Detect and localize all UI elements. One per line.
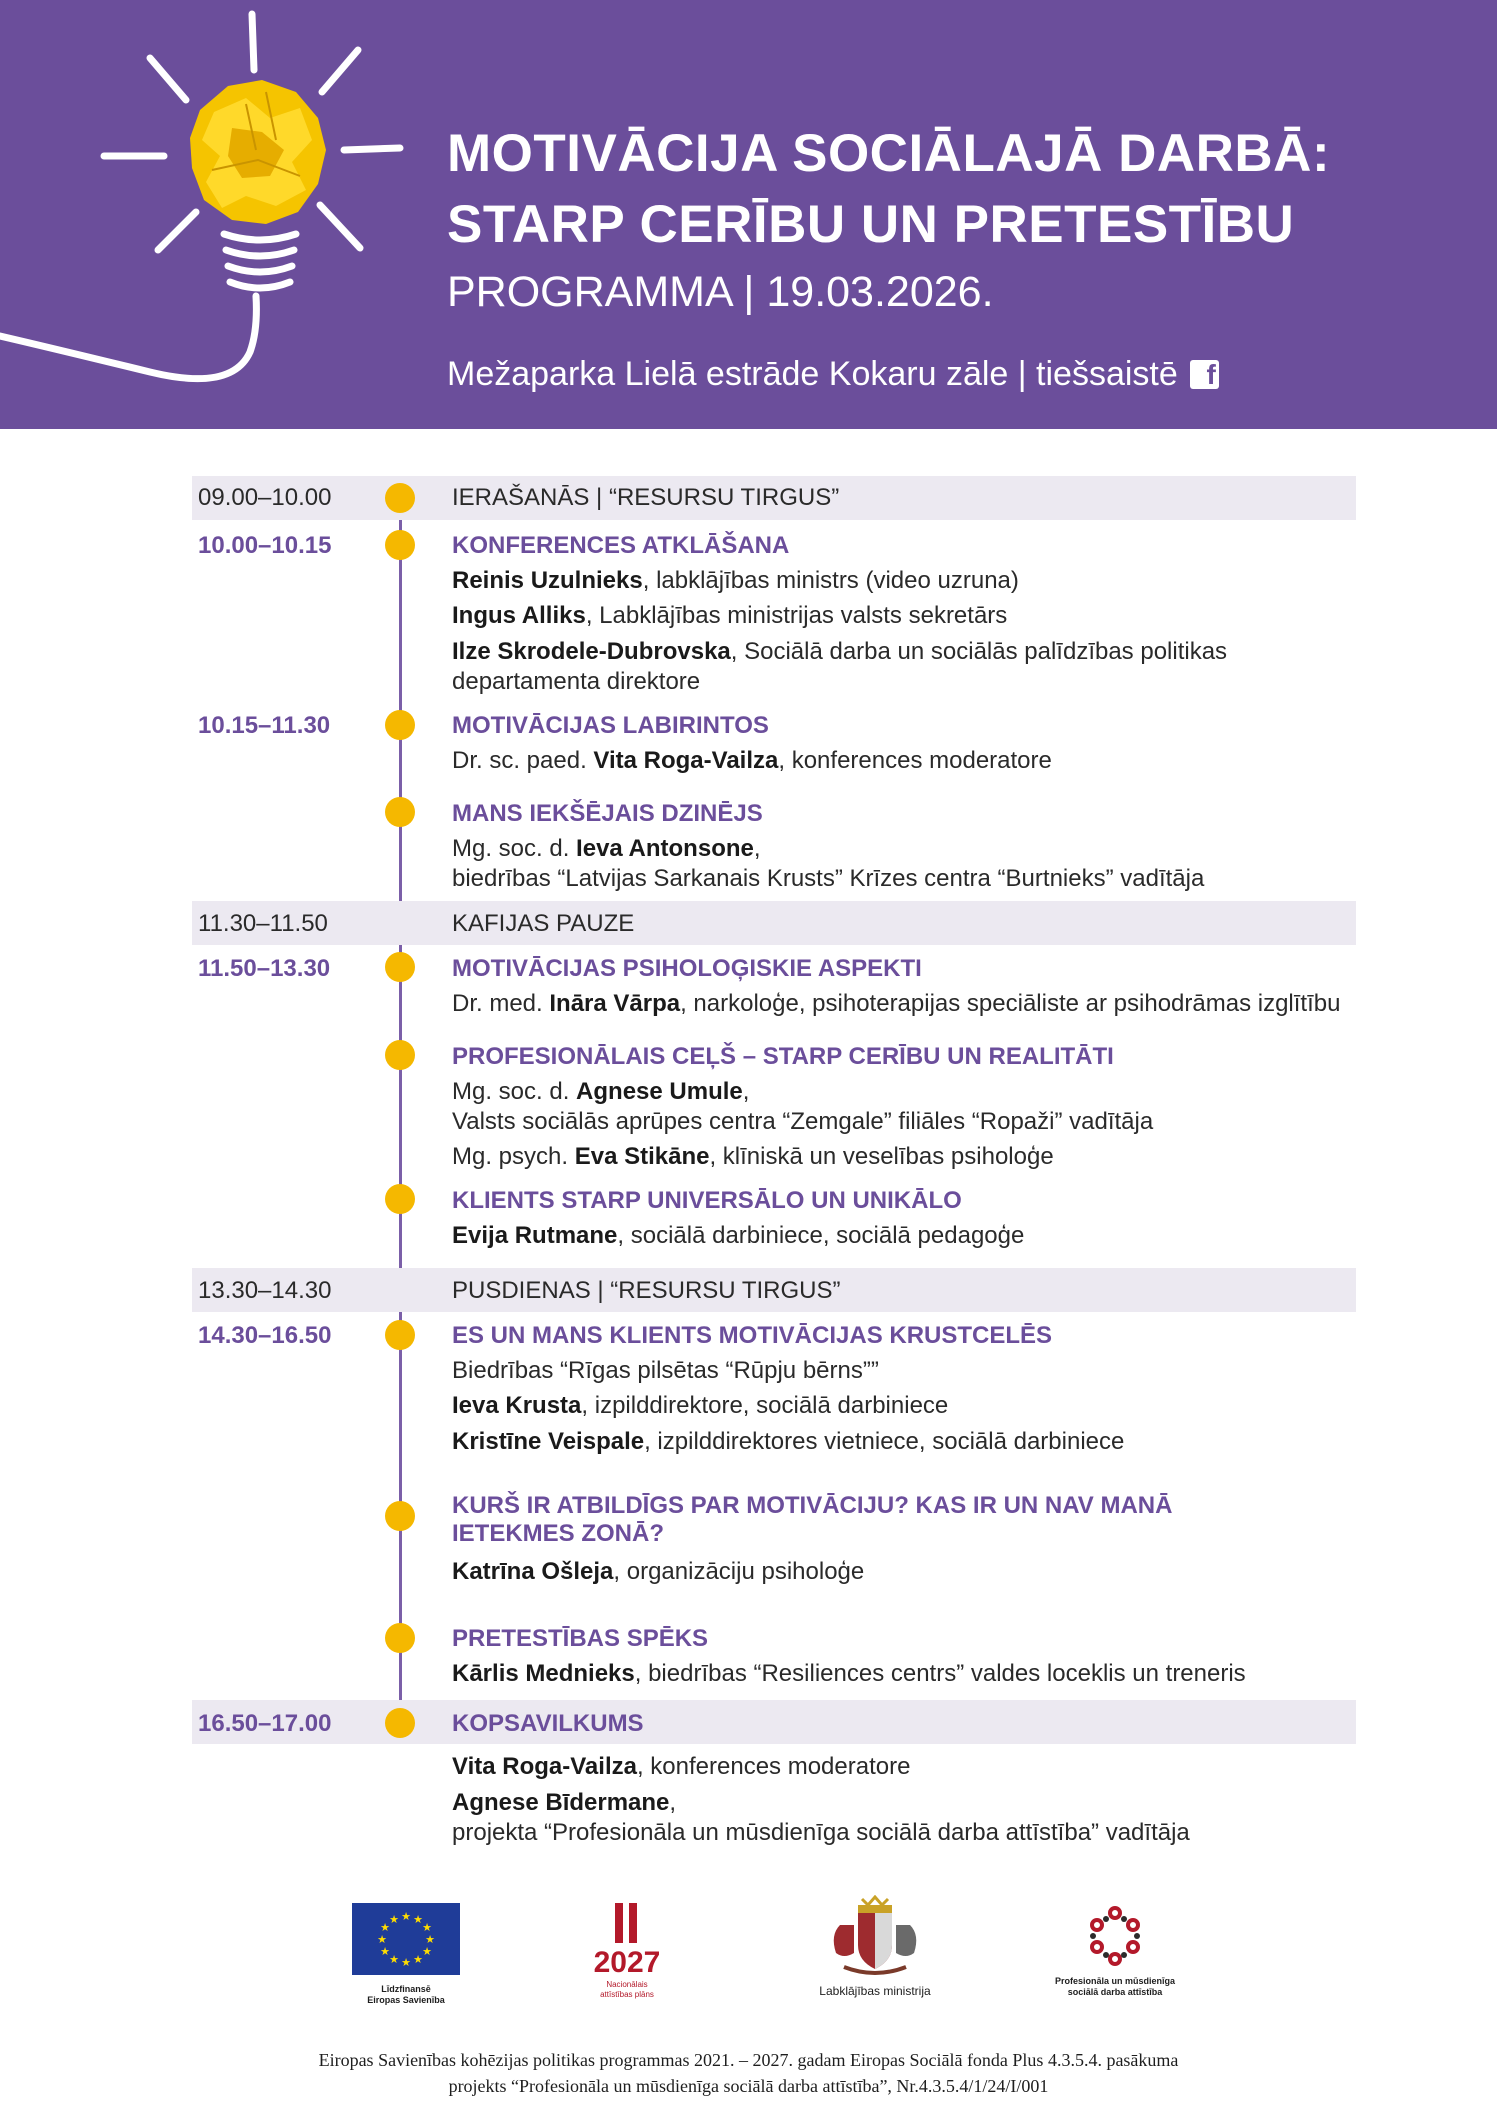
speaker-name: Ieva Antonsone [576,835,754,862]
project-label-2: sociālā darba attīstība [1067,1987,1163,1997]
timeline-dot [385,1320,415,1350]
speaker-line [452,1753,910,1781]
speaker-role: , konferences moderatore [636,1753,911,1780]
timeline-line [399,498,402,1726]
speaker-line [452,1078,749,1106]
speaker-line [452,1660,1246,1688]
speaker-name: Kristīne Veispale [452,1428,645,1455]
speaker-role: Valsts sociālās aprūpes centra “Zemgale” filiāles “Ropaži” vadītāja [452,1108,1154,1135]
speaker-name: Agnese Umule [576,1078,743,1105]
facebook-icon[interactable]: f [1190,360,1219,389]
speaker-role: , izpilddirektore, sociālā darbiniece [581,1392,949,1419]
time-slot: 14.30–16.50 [198,1322,332,1349]
footer-line-2: projekts “Profesionāla un mūsdienīga sociālā darba attīstība”, Nr.4.3.5.4/1/24/I/001 [448,2076,1049,2096]
timeline-dot [385,530,415,560]
project-logo [1040,1905,1190,1998]
timeline-dot [385,710,415,740]
speaker-name: Vita Roga-Vailza [593,747,779,774]
time-slot: 10.00–10.15 [198,532,332,559]
event-title [447,118,1330,260]
timeline-dot [385,1708,415,1738]
nap-bars-icon [607,1903,647,1943]
eu-label-2: Eiropas Savienība [367,1995,445,2005]
time-slot: 13.30–14.30 [198,1277,332,1304]
speaker-name: Eva Stikāne [574,1143,710,1170]
speaker-name: Ingus Alliks [452,602,586,629]
session-title: ES UN MANS KLIENTS MOTIVĀCIJAS KRUSTCELĒS [452,1322,1053,1349]
speaker-comma: , [753,835,761,862]
timeline-dot [385,1623,415,1653]
speaker-role: , izpilddirektores vietniece, sociālā darbiniece [644,1428,1125,1455]
speaker-line [452,602,1007,630]
speaker-name: Ināra Vārpa [549,990,681,1017]
speaker-degree: Dr. med. [452,990,550,1017]
speaker-role: , sociālā darbiniece, sociālā pedagoģe [617,1222,1025,1249]
speaker-name: Vita Roga-Vailza [452,1753,637,1780]
session-title [452,1492,1172,1548]
header-banner [0,0,1497,429]
timeline-dot [385,952,415,982]
project-people-circle-icon [1085,1905,1145,1967]
program-date: PROGRAMMA | 19.03.2026. [447,268,994,316]
speaker-degree: Mg. soc. d. [452,835,577,862]
speaker-name: Evija Rutmane [452,1222,618,1249]
speaker-line [452,567,1019,595]
latvia-coat-of-arms-icon [820,1895,930,1977]
svg-text:★: ★ [389,1953,399,1966]
speaker-name: Ilze Skrodele-Dubrovska [452,638,731,665]
speaker-role: , Sociālā darba un sociālās palīdzības politikas [730,638,1228,665]
speaker-line [452,1222,1024,1250]
speaker-degree: Mg. psych. [452,1143,575,1170]
session-title-line: IETEKMES ZONĀ? [452,1520,665,1547]
speaker-role: projekta “Profesionāla un mūsdienīga sociālā darba attīstība” vadītāja [452,1819,1190,1846]
timeline-dot [385,1040,415,1070]
timeline-dot [385,483,415,513]
speaker-role: , organizāciju psiholoģe [613,1558,865,1585]
lightbulb-crumpled-paper-icon [0,0,420,429]
eu-flag-icon [352,1903,460,1975]
timeline-dot [385,1501,415,1531]
title-line-1: MOTIVĀCIJA SOCIĀLAJĀ DARBĀ: [447,124,1331,183]
footer-line-1: Eiropas Savienības kohēzijas politikas programmas 2021. – 2027. gadam Eiropas Sociālā fonda Plus 4.3.5.4. pasākuma [318,2050,1179,2070]
time-slot: 10.15–11.30 [198,712,331,739]
session-title: KLIENTS STARP UNIVERSĀLO UN UNIKĀLO [452,1187,962,1214]
eu-logo [352,1903,460,2006]
title-line-2: STARP CERĪBU UN PRETESTĪBU [447,195,1295,254]
session-title: PRETESTĪBAS SPĒKS [452,1625,709,1652]
time-slot: 11.50–13.30 [198,955,331,982]
session-title: MOTIVĀCIJAS PSIHOLOĢISKIE ASPEKTI [452,955,922,982]
session-title: KOPSAVILKUMS [452,1710,644,1737]
speaker-degree: Dr. sc. paed. [452,747,594,774]
ministry-logo [805,1895,945,1998]
timeline-dot [385,1184,415,1214]
svg-text:★: ★ [401,1956,411,1969]
nap-label-1: Nacionālais [606,1980,648,1989]
session-title: PUSDIENAS | “RESURSU TIRGUS” [452,1277,841,1304]
svg-text:★: ★ [413,1953,423,1966]
svg-text:★: ★ [389,1913,399,1926]
speaker-name: Ieva Krusta [452,1392,582,1419]
svg-text:★: ★ [380,1921,390,1934]
speaker-line [452,990,1340,1018]
svg-text:★: ★ [425,1933,435,1946]
speaker-name: Kārlis Mednieks [452,1660,635,1687]
speaker-role-continued: departamenta direktore [452,668,701,695]
venue-line [447,355,1219,394]
speaker-role: , biedrības “Resiliences centrs” valdes loceklis un treneris [634,1660,1246,1687]
speaker-line [452,1428,1124,1456]
speaker-degree: Mg. soc. d. [452,1078,577,1105]
organization-line: Biedrības “Rīgas pilsētas “Rūpju bērns”” [452,1357,879,1384]
speaker-role: , klīniskā un veselības psiholoģe [709,1143,1054,1170]
logo-row [0,1895,1497,2015]
speaker-role: , labklājības ministrs (video uzruna) [642,567,1019,594]
speaker-line [452,1789,676,1817]
session-title: KAFIJAS PAUZE [452,910,635,937]
speaker-role: , narkoloģe, psihoterapijas speciāliste ar psihodrāmas izglītību [680,990,1341,1017]
nap-2027-logo [582,1903,672,2000]
speaker-comma: , [669,1789,677,1816]
speaker-line [452,747,1052,775]
session-title: MANS IEKŠĒJAIS DZINĒJS [452,800,763,827]
svg-text:★: ★ [413,1913,423,1926]
timeline-dot [385,797,415,827]
nap-year: 2027 [593,1946,661,1979]
speaker-role: , konferences moderatore [778,747,1052,774]
svg-text:★: ★ [401,1910,411,1923]
svg-text:★: ★ [422,1921,432,1934]
speaker-name: Reinis Uzulnieks [452,567,643,594]
speaker-role: biedrības “Latvijas Sarkanais Krusts” Krīzes centra “Burtnieks” vadītāja [452,865,1205,892]
svg-text:★: ★ [422,1945,432,1958]
session-title: MOTIVĀCIJAS LABIRINTOS [452,712,769,739]
ministry-label: Labklājības ministrija [819,1984,931,1998]
svg-text:★: ★ [380,1945,390,1958]
time-slot: 09.00–10.00 [198,484,332,511]
nap-label-2: attīstības plāns [600,1990,654,1999]
speaker-name: Agnese Bīdermane [452,1789,670,1816]
session-title: IERAŠANĀS | “RESURSU TIRGUS” [452,484,840,511]
session-title: PROFESIONĀLAIS CEĻŠ – STARP CERĪBU UN REALITĀTI [452,1043,1114,1070]
speaker-line [452,835,761,863]
funding-footer [0,2047,1497,2099]
venue-text: Mežaparka Lielā estrāde Kokaru zāle | tiešsaistē [447,355,1178,393]
session-title: KONFERENCES ATKLĀŠANA [452,532,790,559]
session-title-line: KURŠ IR ATBILDĪGS PAR MOTIVĀCIJU? KAS IR UN NAV MANĀ [452,1492,1173,1519]
speaker-line [452,638,1227,666]
speaker-role: , Labklājības ministrijas valsts sekretārs [585,602,1008,629]
speaker-line [452,1143,1054,1171]
speaker-line [452,1392,948,1420]
speaker-name: Katrīna Ošleja [452,1558,614,1585]
schedule-band [192,1700,1356,1744]
speaker-line [452,1558,864,1586]
speaker-comma: , [742,1078,750,1105]
time-slot: 11.30–11.50 [198,910,328,937]
eu-label-1: Līdzfinansē [381,1984,431,1994]
svg-text:★: ★ [377,1933,387,1946]
schedule-band [192,901,1356,945]
project-label-1: Profesionāla un mūsdienīga [1054,1976,1176,1986]
time-slot: 16.50–17.00 [198,1710,332,1737]
